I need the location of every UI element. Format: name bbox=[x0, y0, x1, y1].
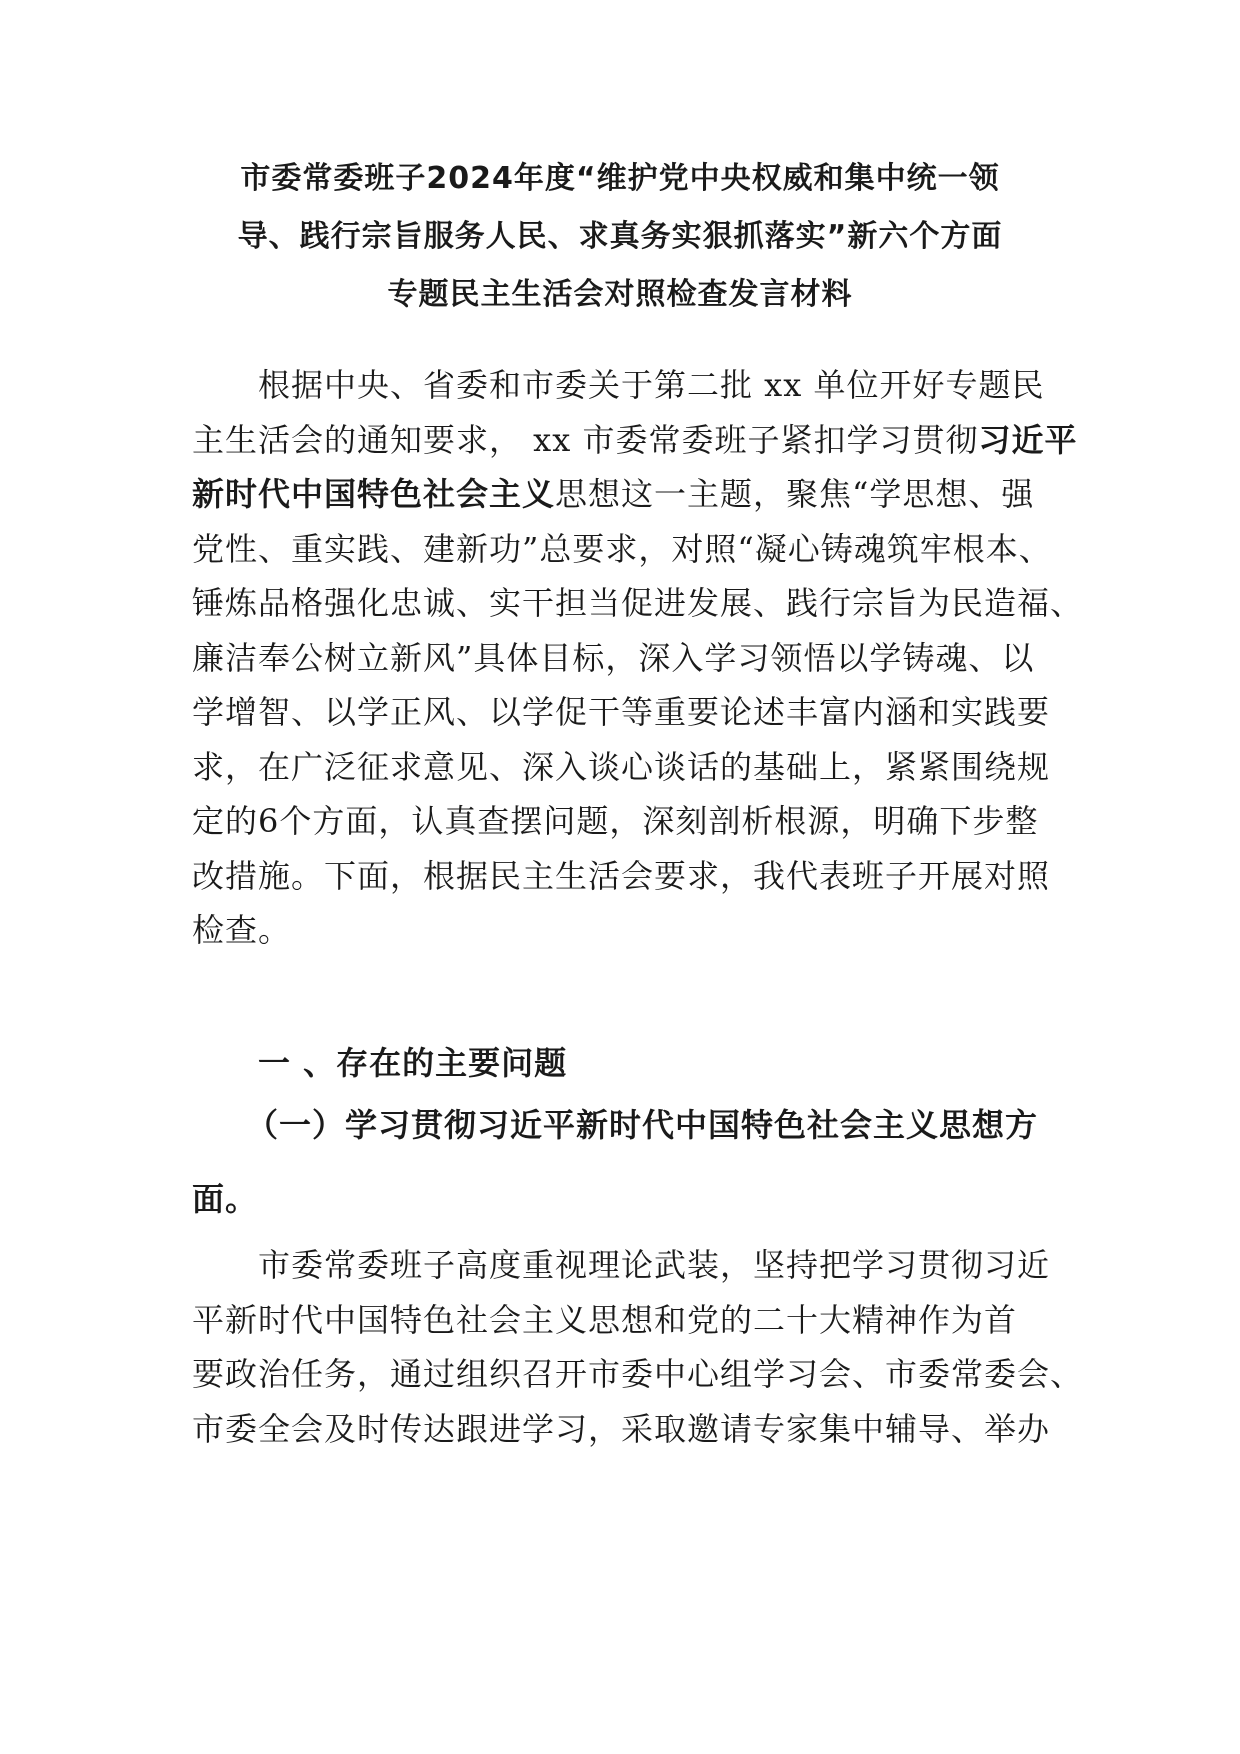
title-line-2: 导、践行宗旨服务人民、求真务实狠抓落实”新六个方面 bbox=[237, 219, 1003, 254]
para2-line-1: 市委常委班子高度重视理论武装，坚持把学习贯彻习近 bbox=[192, 1246, 1051, 1284]
intro-line-8: 求，在广泛征求意见、深入谈心谈话的基础上，紧紧围绕规 bbox=[192, 747, 1051, 786]
document-title bbox=[190, 150, 1050, 324]
intro-line-3-text: 思想这一主题，聚焦“学思想、强 bbox=[555, 475, 1035, 513]
intro-line-2-bold: 习近平 bbox=[978, 420, 1078, 459]
intro-paragraph bbox=[192, 358, 1084, 958]
intro-line-2-text: 主生活会的通知要求， xx 市委常委班子紧扣学习贯彻 bbox=[192, 420, 979, 459]
intro-line-4: 党性、重实践、建新功”总要求，对照“凝心铸魂筑牢根本、 bbox=[192, 529, 1052, 568]
intro-line-2 bbox=[192, 413, 1078, 468]
intro-line-7: 学增智、以学正风、以学促干等重要论述丰富内涵和实践要 bbox=[192, 693, 1051, 731]
intro-line-3 bbox=[192, 467, 1052, 522]
intro-line-5: 锤炼品格强化忠诚、实干担当促进发展、践行宗旨为民造福、 bbox=[192, 584, 1084, 622]
section-1-heading: 一 、存在的主要问题 bbox=[258, 1044, 568, 1082]
intro-line-1: 根据中央、省委和市委关于第二批 xx 单位开好专题民 bbox=[192, 366, 1045, 404]
para2-line-4: 市委全会及时传达跟进学习，采取邀请专家集中辅导、举办 bbox=[192, 1409, 1051, 1448]
subsection-1-heading-line-1: （一）学习贯彻习近平新时代中国特色社会主义思想方 bbox=[246, 1106, 1039, 1144]
intro-line-9: 定的6个方面，认真查摆问题，深刻剖析根源，明确下步整 bbox=[192, 802, 1039, 840]
title-line-3: 专题民主生活会对照检查发言材料 bbox=[387, 277, 853, 312]
intro-line-10: 改措施。下面，根据民主生活会要求，我代表班子开展对照 bbox=[192, 856, 1051, 895]
intro-line-6: 廉洁奉公树立新风”具体目标，深入学习领悟以学铸魂、以 bbox=[192, 638, 1035, 677]
para2-line-2: 平新时代中国特色社会主义思想和党的二十大精神作为首 bbox=[192, 1300, 1018, 1339]
intro-line-3-bold: 新时代中国特色社会主义 bbox=[192, 475, 556, 513]
para2-line-3: 要政治任务，通过组织召开市委中心组学习会、市委常委会、 bbox=[192, 1355, 1084, 1393]
title-line-1: 市委常委班子2024年度“维护党中央权威和集中统一领 bbox=[240, 161, 1000, 196]
subsection-1-heading-line-2: 面。 bbox=[192, 1180, 259, 1218]
subsection-1-heading bbox=[192, 1088, 1052, 1236]
intro-line-11: 检查。 bbox=[192, 911, 292, 949]
paragraph-2 bbox=[192, 1238, 1084, 1456]
